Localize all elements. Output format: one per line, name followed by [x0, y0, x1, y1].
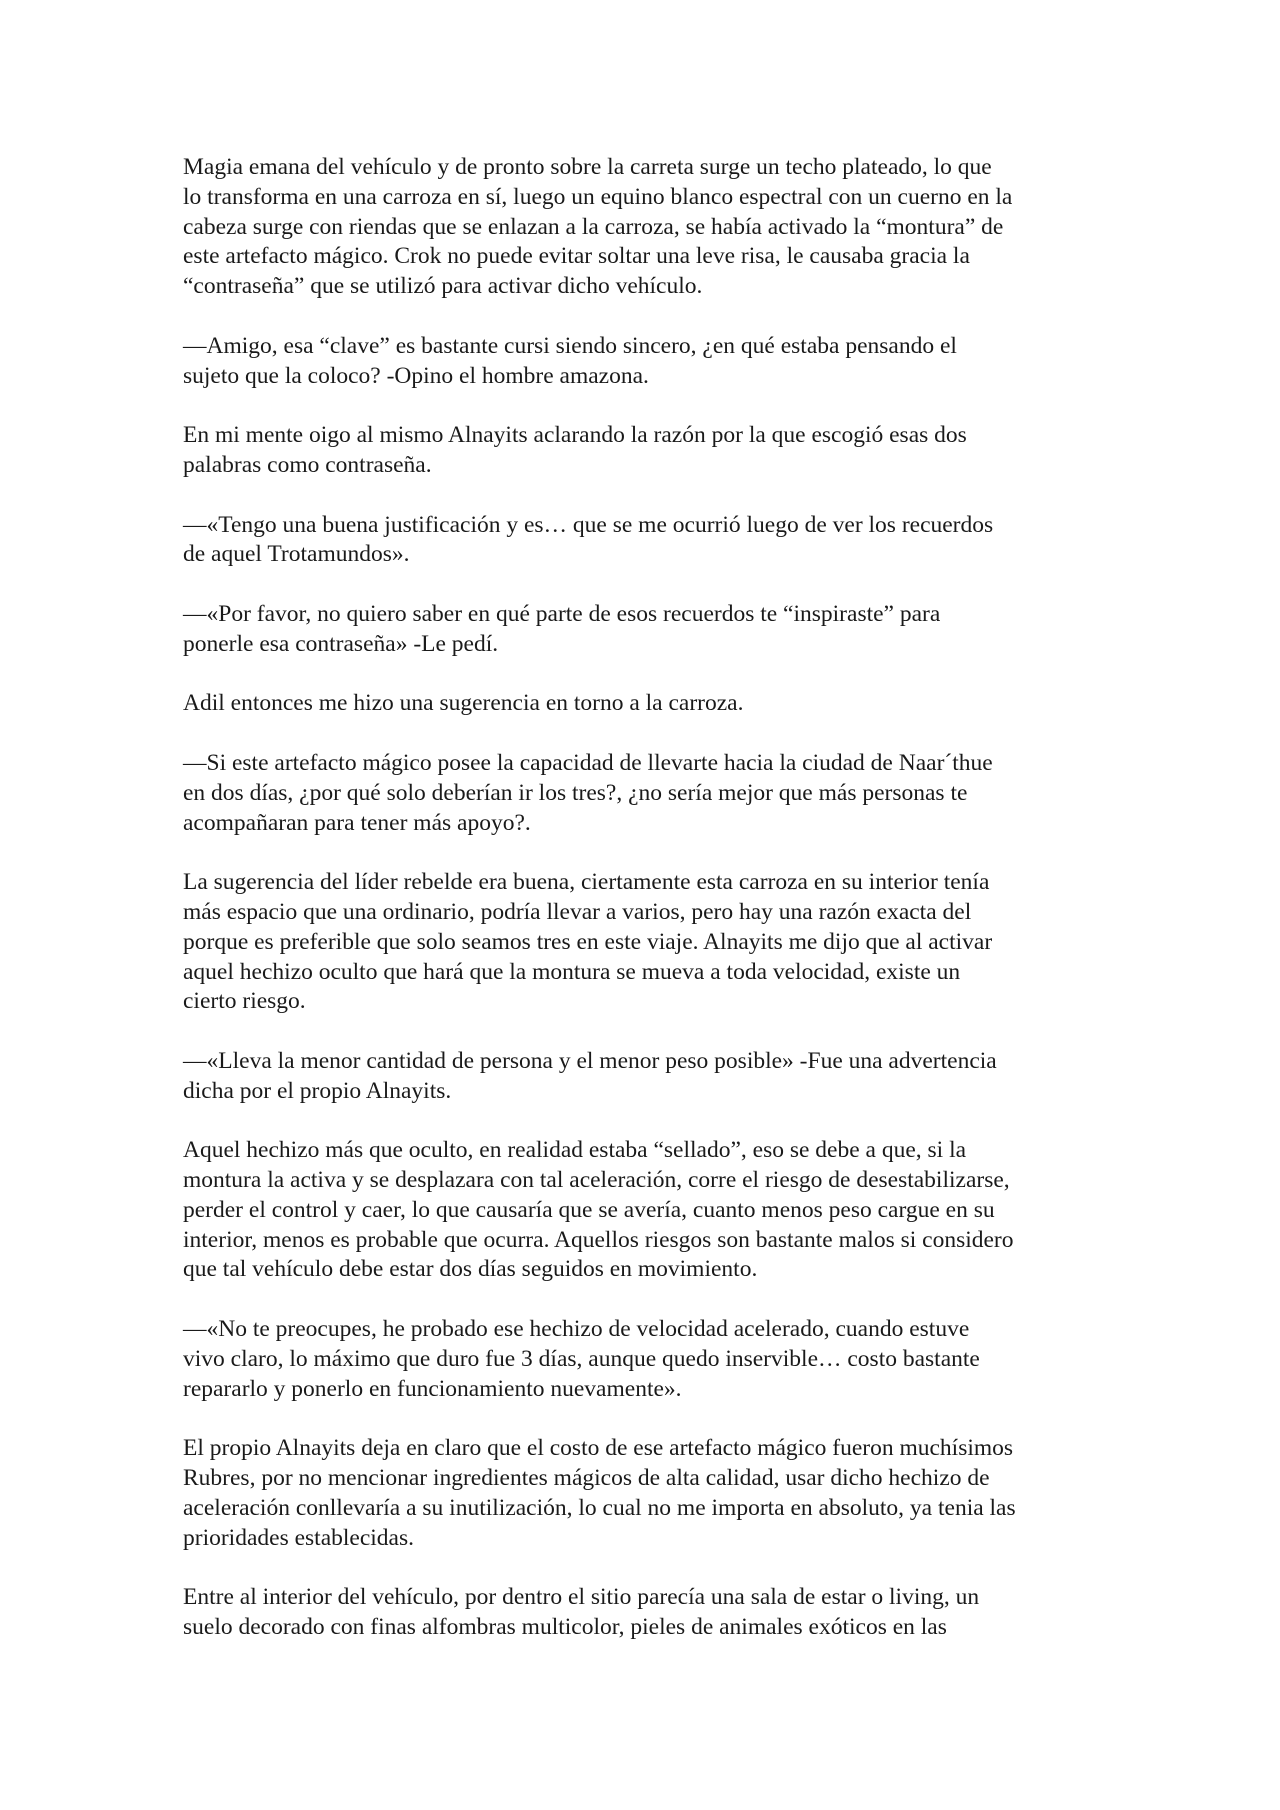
text-line: cierto riesgo. [183, 988, 306, 1015]
text-line: “contraseña” que se utilizó para activar dicho vehículo. [183, 273, 703, 300]
text-line: palabras como contraseña. [183, 451, 432, 478]
paragraph [183, 332, 1103, 392]
paragraph [183, 689, 1103, 719]
text-line: de aquel Trotamundos». [183, 541, 410, 568]
text-line: aquel hechizo oculto que hará que la montura se mueva a toda velocidad, existe un [183, 958, 961, 985]
paragraph [183, 1434, 1103, 1553]
text-line: —«Lleva la menor cantidad de persona y el menor peso posible» -Fue una advertencia [183, 1047, 997, 1074]
paragraph [183, 1047, 1103, 1107]
text-line: suelo decorado con finas alfombras multicolor, pieles de animales exóticos en las [183, 1614, 947, 1641]
document-body [183, 153, 1103, 1673]
text-line: Magia emana del vehículo y de pronto sobre la carreta surge un techo plateado, lo que [183, 154, 992, 180]
text-line: cabeza surge con riendas que se enlazan a la carroza, se había activado la “montura” de [183, 213, 1004, 240]
text-line: aceleración conllevaría a su inutilización, lo cual no me importa en absoluto, ya tenia las [183, 1494, 1016, 1521]
text-line: —«Tengo una buena justificación y es… que se me ocurrió luego de ver los recuerdos [183, 511, 994, 538]
text-line: más espacio que una ordinario, podría llevar a varios, pero hay una razón exacta del [183, 898, 972, 925]
text-line: En mi mente oigo al mismo Alnayits aclarando la razón por la que escogió esas dos [183, 422, 967, 449]
text-line: Rubres, por no mencionar ingredientes mágicos de alta calidad, usar dicho hechizo de [183, 1465, 990, 1492]
text-line: porque es preferible que solo seamos tres en este viaje. Alnayits me dijo que al activar [183, 928, 993, 955]
text-line: lo transforma en una carroza en sí, luego un equino blanco espectral con un cuerno en la [183, 183, 1013, 210]
paragraph [183, 1136, 1103, 1285]
text-line: Entre al interior del vehículo, por dentro el sitio parecía una sala de estar o living, un [183, 1584, 980, 1611]
text-line: en dos días, ¿por qué solo deberían ir los tres?, ¿no sería mejor que más personas te [183, 779, 968, 806]
text-line: repararlo y ponerlo en funcionamiento nuevamente». [183, 1375, 682, 1402]
paragraph [183, 421, 1103, 481]
paragraph [183, 600, 1103, 660]
paragraph [183, 868, 1103, 1017]
text-line: ponerle esa contraseña» -Le pedí. [183, 630, 499, 657]
text-line: Adil entonces me hizo una sugerencia en torno a la carroza. [183, 690, 744, 717]
text-line: La sugerencia del líder rebelde era buena, ciertamente esta carroza en su interior tenía [183, 869, 990, 896]
text-line: montura la activa y se desplazara con tal aceleración, corre el riesgo de desestabilizarse, [183, 1167, 1010, 1194]
text-line: Aquel hechizo más que oculto, en realidad estaba “sellado”, eso se debe a que, si la [183, 1137, 967, 1164]
text-line: vivo claro, lo máximo que duro fue 3 días, aunque quedo inservible… costo bastante [183, 1345, 980, 1372]
text-line: El propio Alnayits deja en claro que el costo de ese artefacto mágico fueron muchísimos [183, 1435, 1014, 1462]
paragraph [183, 1583, 1103, 1643]
paragraph [183, 511, 1103, 571]
text-line: perder el control y caer, lo que causaría que se avería, cuanto menos peso cargue en su [183, 1196, 995, 1223]
text-line: —Si este artefacto mágico posee la capacidad de llevarte hacia la ciudad de Naar´thue [183, 749, 993, 776]
text-line: dicha por el propio Alnayits. [183, 1077, 452, 1104]
text-line: sujeto que la coloco? -Opino el hombre amazona. [183, 362, 649, 389]
text-line: —«Por favor, no quiero saber en qué parte de esos recuerdos te “inspiraste” para [183, 600, 941, 627]
text-line: que tal vehículo debe estar dos días seguidos en movimiento. [183, 1256, 758, 1283]
text-line: prioridades establecidas. [183, 1524, 414, 1551]
text-line: —Amigo, esa “clave” es bastante cursi siendo sincero, ¿en qué estaba pensando el [183, 332, 957, 359]
paragraph [183, 1315, 1103, 1404]
text-line: interior, menos es probable que ocurra. Aquellos riesgos son bastante malos si considero [183, 1226, 1014, 1253]
paragraph [183, 153, 1103, 302]
text-line: —«No te preocupes, he probado ese hechizo de velocidad acelerado, cuando estuve [183, 1316, 970, 1343]
text-line: este artefacto mágico. Crok no puede evitar soltar una leve risa, le causaba gracia la [183, 243, 970, 270]
paragraph [183, 749, 1103, 838]
text-line: acompañaran para tener más apoyo?. [183, 809, 531, 836]
